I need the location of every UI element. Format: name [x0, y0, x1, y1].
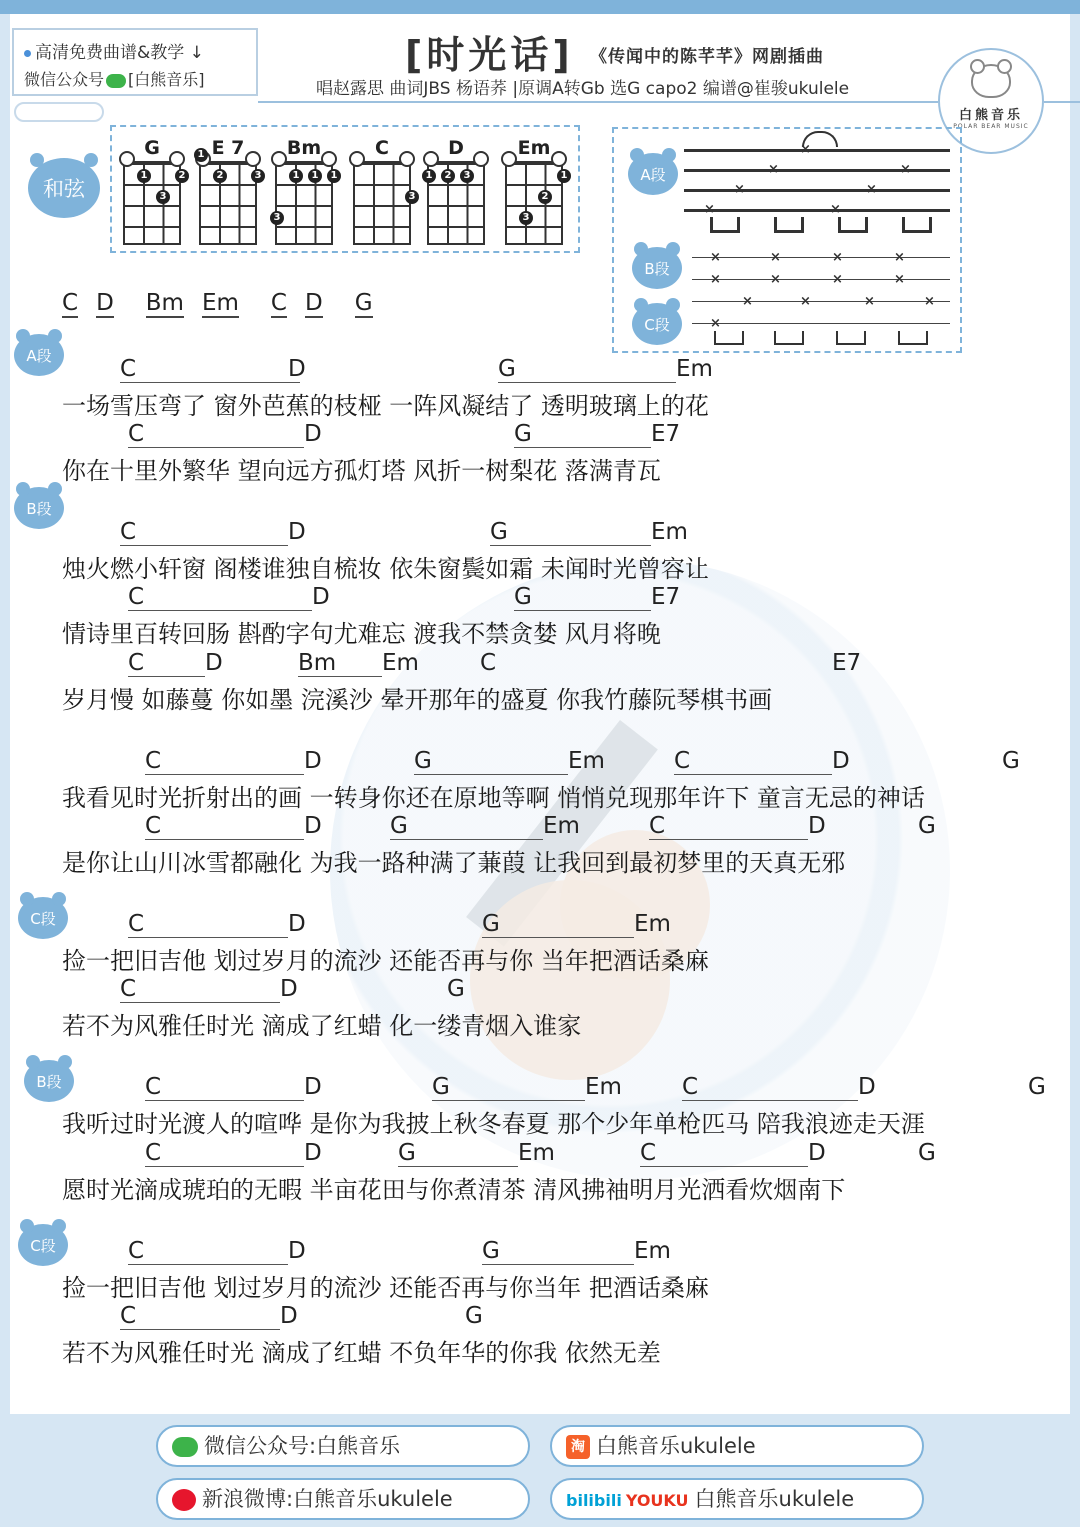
- chord-label: C: [682, 1074, 699, 1100]
- fretboard-grid: [123, 161, 186, 245]
- chord-duration-line: [398, 1166, 518, 1167]
- finger-dot: 1: [308, 169, 322, 183]
- chord-label: Em: [634, 1238, 671, 1264]
- lyric-line: 捡一把旧吉他 划过岁月的流沙 还能否再与你当年 把酒话桑麻: [62, 1274, 709, 1302]
- bear-ear-icon: [349, 151, 365, 167]
- strum-x: ×: [770, 272, 781, 287]
- chord-diagram: [272, 137, 336, 245]
- intro-chord: G: [354, 290, 373, 316]
- chord-label: Bm: [298, 650, 337, 676]
- wechat-icon: [106, 74, 126, 88]
- strum-x: ×: [742, 294, 753, 309]
- chord-label: D: [304, 1074, 322, 1100]
- chord-label: D: [288, 356, 306, 382]
- youku-icon: YOUKU: [625, 1491, 689, 1510]
- chord-duration-line: [649, 839, 808, 840]
- bear-ear-icon: [501, 151, 517, 167]
- chord-label: D: [304, 1140, 322, 1166]
- chord-duration-line: [490, 545, 651, 546]
- footer-taobao[interactable]: 淘 白熊音乐ukulele: [550, 1425, 924, 1467]
- chord-label: Em: [568, 748, 605, 774]
- rhythm-beam: [774, 331, 804, 345]
- bilibili-icon: bilibili: [566, 1491, 622, 1510]
- chord-label: C: [128, 584, 145, 610]
- chord-duration-line: [482, 937, 634, 938]
- chord-label: C: [480, 650, 497, 676]
- rhythm-badge-b: B段: [632, 247, 682, 289]
- chord-label: G: [482, 1238, 500, 1264]
- tab-line: [692, 323, 950, 324]
- wechat-icon: [172, 1437, 198, 1457]
- chord-label: Em: [651, 519, 688, 545]
- chord-label: G: [398, 1140, 416, 1166]
- rhythm-beam: [902, 217, 932, 233]
- chord-duration-line: [145, 839, 304, 840]
- chord-name: D: [448, 137, 464, 159]
- chord-label: G: [918, 813, 936, 839]
- promo-box: [12, 28, 258, 96]
- intro-chord: D: [304, 290, 323, 316]
- chord-diagram: [120, 137, 184, 245]
- chord-label: Em: [585, 1074, 622, 1100]
- chord-label: Em: [634, 911, 671, 937]
- fretboard-grid: [197, 149, 262, 245]
- strum-x: ×: [894, 272, 905, 287]
- chord-label: D: [858, 1074, 876, 1100]
- chord-name: Em: [517, 137, 551, 159]
- chord-duration-line: [128, 1264, 288, 1265]
- section-badge-b2: B段: [24, 1060, 74, 1102]
- chord-label: D: [288, 519, 306, 545]
- tab-line: [692, 301, 950, 302]
- chord-duration-line: [120, 382, 288, 383]
- rhythm-badge-a: A段: [628, 153, 678, 195]
- chord-label: D: [304, 748, 322, 774]
- strum-x: ×: [832, 250, 843, 265]
- tab-line: [692, 279, 950, 280]
- section-badge-c2: C段: [18, 1224, 68, 1266]
- bear-ear-icon: [321, 151, 337, 167]
- bullet-icon: [24, 50, 31, 57]
- chord-duration-line: [128, 447, 304, 448]
- bear-ear-icon: [169, 151, 185, 167]
- lyric-line: 愿时光滴成琥珀的无暇 半亩花田与你煮清茶 清风拂袖明月光洒看炊烟南下: [62, 1176, 846, 1204]
- chord-label: G: [498, 356, 516, 382]
- chord-duration-line: [432, 1100, 585, 1101]
- section-badge-a: A段: [14, 334, 64, 376]
- finger-dot: 3: [460, 169, 474, 183]
- finger-dot: 1: [194, 148, 208, 162]
- taobao-icon: 淘: [566, 1435, 590, 1459]
- lyric-line: 若不为风雅任时光 滴成了红蜡 不负年华的你我 依然无差: [62, 1339, 661, 1367]
- lyric-line: 是你让山川冰雪都融化 为我一路种满了蒹葭 让我回到最初梦里的天真无邪: [62, 849, 846, 877]
- rhythm-beam: [710, 217, 740, 233]
- chord-label: C: [120, 356, 137, 382]
- chord-label: G: [414, 748, 432, 774]
- chord-duration-line: [145, 1100, 304, 1101]
- strum-x: ×: [710, 272, 721, 287]
- chord-label: D: [288, 1238, 306, 1264]
- chord-name: E 7: [211, 137, 245, 159]
- chord-duration-line: [498, 382, 676, 383]
- chord-duration-line: [682, 1100, 858, 1101]
- lyric-line: 烛火燃小轩窗 阁楼谁独自梳妆 依朱窗鬓如霜 未闻时光曾容让: [62, 555, 709, 583]
- chord-label: D: [304, 813, 322, 839]
- chord-label: Em: [382, 650, 419, 676]
- bear-ear-icon: [119, 151, 135, 167]
- lyric-line: 捡一把旧吉他 划过岁月的流沙 还能否再与你 当年把酒话桑麻: [62, 947, 709, 975]
- song-subtitle: 《传闻中的陈芊芊》网剧插曲: [590, 47, 824, 67]
- strum-x: ×: [832, 272, 843, 287]
- chord-label: C: [640, 1140, 657, 1166]
- strum-x: ×: [704, 202, 715, 217]
- chord-label: G: [918, 1140, 936, 1166]
- chord-duration-line: [128, 610, 312, 611]
- chord-label: D: [808, 1140, 826, 1166]
- tab-line: [684, 189, 950, 192]
- top-stripe: [0, 0, 1080, 14]
- chord-label: C: [145, 1074, 162, 1100]
- chord-label: G: [432, 1074, 450, 1100]
- chord-label: C: [128, 421, 145, 447]
- slur-mark: [802, 131, 838, 147]
- chord-label: G: [1028, 1074, 1046, 1100]
- logo-english: POLAR BEAR MUSIC: [953, 123, 1029, 130]
- finger-dot: 2: [441, 169, 455, 183]
- footer-wechat[interactable]: 微信公众号:白熊音乐: [156, 1425, 530, 1467]
- strum-x: ×: [770, 250, 781, 265]
- intro-chord: Bm: [145, 290, 184, 316]
- chord-diagram: [196, 137, 260, 245]
- strum-x: ×: [864, 294, 875, 309]
- chord-duration-line: [128, 937, 288, 938]
- chord-label: G: [1002, 748, 1020, 774]
- tab-line: [684, 149, 950, 152]
- chord-duration-line: [288, 382, 300, 383]
- chord-label: G: [514, 584, 532, 610]
- strum-x: ×: [900, 162, 911, 177]
- finger-dot: 3: [270, 211, 284, 225]
- song-credits: 唱赵露思 曲词JBS 杨语荞 |原调A转Gb 选G capo2 编谱@崔骏ukulele: [316, 79, 850, 99]
- chord-label: D: [280, 1303, 298, 1329]
- rhythm-beam: [714, 331, 744, 345]
- rhythm-badge-c: C段: [632, 303, 682, 345]
- finger-dot: 1: [137, 169, 151, 183]
- strum-x: ×: [710, 250, 721, 265]
- bear-ear-icon: [399, 151, 415, 167]
- bear-ear-icon: [551, 151, 567, 167]
- strum-x: ×: [800, 294, 811, 309]
- lyric-line: 若不为风雅任时光 滴成了红蜡 化一缕青烟入谁家: [62, 1012, 582, 1040]
- chord-diagrams: [110, 125, 580, 253]
- bear-ear-icon: [271, 151, 287, 167]
- bear-ear-icon: [245, 151, 261, 167]
- chord-label: D: [280, 976, 298, 1002]
- ukulele-watermark-lower: [470, 880, 670, 1080]
- lyric-line: 我听过时光渡人的喧哗 是你为我披上秋冬春夏 那个少年单枪匹马 陪我浪迹走天涯: [62, 1110, 925, 1138]
- chord-diagram: [424, 137, 488, 245]
- strum-x: ×: [710, 316, 721, 331]
- intro-chord: C: [270, 290, 287, 316]
- chord-name: C: [375, 137, 389, 159]
- chord-duration-line: [145, 1166, 304, 1167]
- chord-duration-line: [145, 774, 304, 775]
- finger-dot: 1: [557, 169, 571, 183]
- bear-ear-icon: [473, 151, 489, 167]
- chord-diagram: [350, 137, 414, 245]
- chord-duration-line: [640, 1166, 808, 1167]
- chord-label: D: [288, 911, 306, 937]
- promo-line2-suffix: [白熊音乐]: [128, 70, 205, 89]
- chords-badge: 和弦: [28, 158, 100, 218]
- fretboard-grid: [353, 161, 416, 245]
- intro-chords: [62, 290, 405, 318]
- rhythm-beam: [838, 217, 868, 233]
- chord-label: D: [808, 813, 826, 839]
- logo-name: 白熊音乐: [958, 108, 1023, 123]
- chord-label: G: [447, 976, 465, 1002]
- strum-x: ×: [734, 182, 745, 197]
- chord-label: G: [514, 421, 532, 447]
- finger-dot: 3: [251, 169, 265, 183]
- finger-dot: 3: [156, 190, 170, 204]
- chord-label: D: [832, 748, 850, 774]
- chord-label: C: [128, 911, 145, 937]
- chord-label: G: [482, 911, 500, 937]
- chord-label: Em: [676, 356, 713, 382]
- chord-label: C: [649, 813, 666, 839]
- rhythm-beam: [898, 331, 928, 345]
- fretboard-grid: [273, 161, 338, 245]
- strumming-patterns: [612, 127, 962, 353]
- finger-dot: 1: [289, 169, 303, 183]
- intro-chord: Em: [201, 290, 239, 316]
- chord-label: D: [304, 421, 322, 447]
- finger-dot: 3: [405, 190, 419, 204]
- chord-name: G: [144, 137, 160, 159]
- strum-x: ×: [866, 182, 877, 197]
- strum-x: ×: [894, 250, 905, 265]
- song-title: [时光话]: [405, 33, 574, 77]
- chord-duration-line: [514, 610, 651, 611]
- lyric-line: 一场雪压弯了 窗外芭蕉的枝桠 一阵风凝结了 透明玻璃上的花: [62, 392, 709, 420]
- chord-label: C: [145, 1140, 162, 1166]
- footer-weibo[interactable]: 新浪微博:白熊音乐ukulele: [156, 1478, 530, 1520]
- chord-label: C: [120, 519, 137, 545]
- tab-line: [692, 257, 950, 258]
- intro-chord: C: [62, 290, 79, 316]
- chord-label: E7: [832, 650, 862, 676]
- section-badge-c: C段: [18, 897, 68, 939]
- chord-label: D: [312, 584, 330, 610]
- chord-name: Bm: [286, 137, 322, 159]
- chord-duration-line: [514, 447, 651, 448]
- finger-dot: 2: [538, 190, 552, 204]
- chord-duration-line: [128, 676, 205, 677]
- intro-chord: D: [96, 290, 114, 316]
- finger-dot: 3: [519, 211, 533, 225]
- chord-label: E7: [651, 584, 681, 610]
- rhythm-beam: [836, 331, 866, 345]
- finger-dot: 2: [213, 169, 227, 183]
- chord-label: C: [145, 813, 162, 839]
- promo-line1: 高清免费曲谱&教学 ↓: [35, 43, 204, 63]
- header-divider-right: [1044, 101, 1080, 103]
- chord-label: G: [490, 519, 508, 545]
- chord-label: C: [128, 650, 145, 676]
- polar-bear-icon: [971, 64, 1011, 98]
- chord-duration-line: [390, 839, 543, 840]
- chord-duration-line: [414, 774, 568, 775]
- ukulele-strip-icon: [14, 102, 104, 122]
- lyric-line: 情诗里百转回肠 斟酌字句尤难忘 渡我不禁贪婪 风月将晚: [62, 620, 661, 648]
- chord-duration-line: [298, 676, 382, 677]
- fretboard-grid: [427, 161, 485, 245]
- finger-dot: 2: [175, 169, 189, 183]
- strum-x: ×: [800, 142, 811, 157]
- chord-duration-line: [674, 774, 832, 775]
- chord-duration-line: [120, 1002, 280, 1003]
- fretboard-grid: [505, 161, 568, 245]
- chord-label: G: [465, 1303, 483, 1329]
- chord-diagram: [502, 137, 566, 245]
- finger-dot: 1: [422, 169, 436, 183]
- chord-label: C: [120, 976, 137, 1002]
- chord-duration-line: [482, 1264, 634, 1265]
- footer-video[interactable]: bilibili YOUKU 白熊音乐ukulele: [550, 1478, 924, 1520]
- chord-duration-line: [120, 1329, 280, 1330]
- rhythm-beam: [774, 217, 804, 233]
- lyric-line: 我看见时光折射出的画 一转身你还在原地等啊 悄悄兑现那年许下 童言无忌的神话: [62, 784, 925, 812]
- chord-label: E7: [651, 421, 681, 447]
- tab-line: [684, 209, 950, 212]
- chord-label: Em: [518, 1140, 555, 1166]
- strum-x: ×: [830, 202, 841, 217]
- chord-duration-line: [120, 545, 288, 546]
- chord-label: C: [128, 1238, 145, 1264]
- finger-dot: 1: [327, 169, 341, 183]
- chord-label: G: [390, 813, 408, 839]
- strum-x: ×: [768, 162, 779, 177]
- chord-label: D: [205, 650, 223, 676]
- lyric-line: 你在十里外繁华 望向远方孤灯塔 风折一树梨花 落满青瓦: [62, 457, 661, 485]
- lyric-line: 岁月慢 如藤蔓 你如墨 浣溪沙 晕开那年的盛夏 你我竹藤阮琴棋书画: [62, 686, 773, 714]
- header-divider: [258, 101, 938, 103]
- bear-ear-icon: [423, 151, 439, 167]
- chord-label: Em: [543, 813, 580, 839]
- chord-label: C: [120, 1303, 137, 1329]
- section-badge-b: B段: [14, 487, 64, 529]
- weibo-icon: [172, 1489, 196, 1511]
- chord-label: C: [145, 748, 162, 774]
- promo-line2-prefix: 微信公众号: [24, 70, 105, 89]
- chord-label: C: [674, 748, 691, 774]
- strum-x: ×: [924, 294, 935, 309]
